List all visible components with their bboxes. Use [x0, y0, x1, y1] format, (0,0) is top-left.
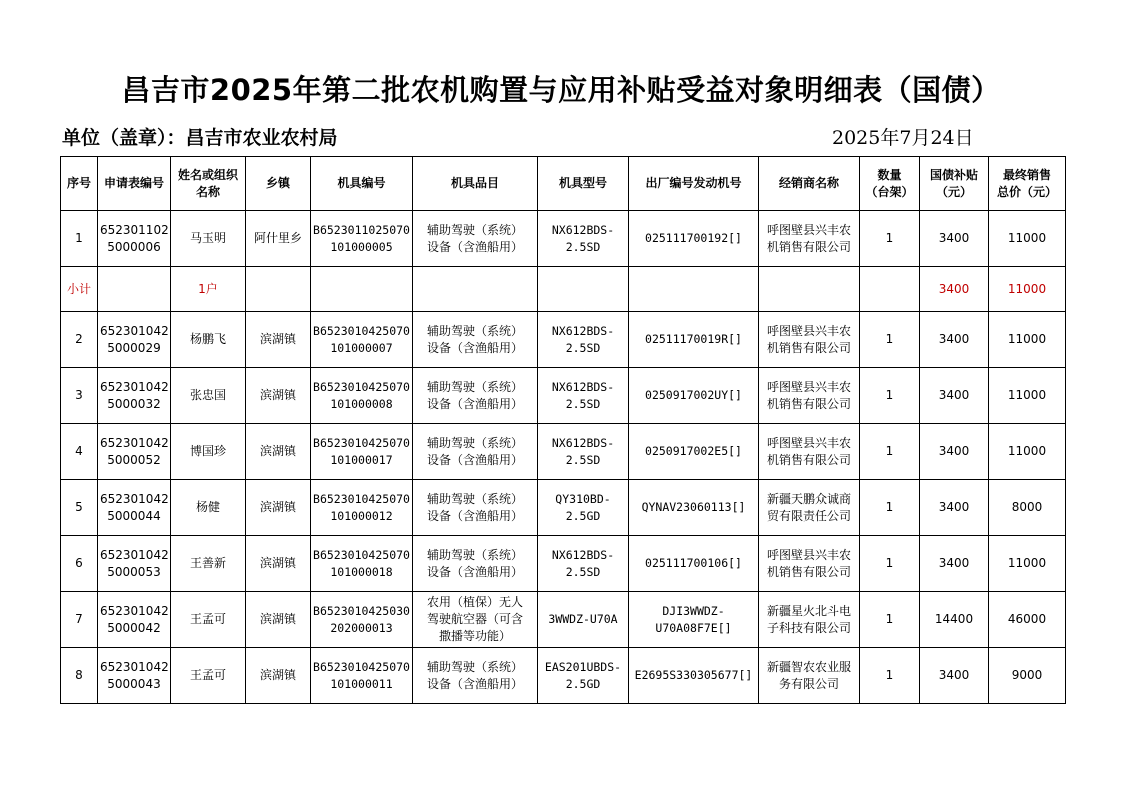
- cell-name: 马玉明: [171, 211, 246, 267]
- column-header: [413, 157, 538, 211]
- cell-application-no: 652301042 5000044: [98, 480, 171, 536]
- column-header-line: （台架）: [865, 184, 914, 199]
- cell-town: 滨湖镇: [246, 368, 311, 424]
- column-header-line: 乡镇: [265, 176, 290, 190]
- subtotal-households: 1户: [171, 267, 246, 312]
- cell-quantity: 1: [860, 536, 920, 592]
- cell-subsidy: 3400: [920, 536, 989, 592]
- cell-town: 滨湖镇: [246, 312, 311, 368]
- cell-model: NX612BDS- 2.5SD: [538, 368, 629, 424]
- cell-application-no: 652301042 5000053: [98, 536, 171, 592]
- column-header-line: 名称: [195, 184, 220, 199]
- cell-empty: [413, 267, 538, 312]
- column-header: [989, 157, 1066, 211]
- cell-serial: E2695S330305677[]: [629, 648, 759, 704]
- cell-empty: [538, 267, 629, 312]
- column-header: [311, 157, 413, 211]
- cell-no: 7: [61, 592, 98, 648]
- cell-dealer: 新疆天鹏众诚商 贸有限责任公司: [759, 480, 860, 536]
- cell-subsidy: 3400: [920, 424, 989, 480]
- cell-total-price: 11000: [989, 536, 1066, 592]
- cell-subsidy: 3400: [920, 368, 989, 424]
- cell-no: 8: [61, 648, 98, 704]
- column-header: [860, 157, 920, 211]
- cell-application-no: 652301042 5000052: [98, 424, 171, 480]
- cell-quantity: 1: [860, 211, 920, 267]
- cell-model: NX612BDS- 2.5SD: [538, 424, 629, 480]
- table-row: [61, 424, 1066, 480]
- cell-serial: 02511170019R[]: [629, 312, 759, 368]
- subtotal-label: 小计: [61, 267, 98, 312]
- table-header-row: [61, 157, 1066, 211]
- cell-name: 王善新: [171, 536, 246, 592]
- cell-dealer: 呼图壁县兴丰农 机销售有限公司: [759, 536, 860, 592]
- cell-model: NX612BDS- 2.5SD: [538, 211, 629, 267]
- cell-total-price: 9000: [989, 648, 1066, 704]
- cell-model: EAS201UBDS- 2.5GD: [538, 648, 629, 704]
- cell-serial: 025111700192[]: [629, 211, 759, 267]
- table-row: [61, 211, 1066, 267]
- subsidy-table: [60, 156, 1066, 704]
- cell-total-price: 11000: [989, 368, 1066, 424]
- column-header: [171, 157, 246, 211]
- table-row: [61, 312, 1066, 368]
- cell-subsidy: 3400: [920, 648, 989, 704]
- cell-category: 辅助驾驶（系统） 设备（含渔船用）: [413, 312, 538, 368]
- cell-dealer: 新疆星火北斗电 子科技有限公司: [759, 592, 860, 648]
- column-header-line: 机具型号: [558, 176, 607, 190]
- unit-label: 单位（盖章）：昌吉市农业农村局: [62, 127, 338, 149]
- cell-name: 博国珍: [171, 424, 246, 480]
- cell-empty: [246, 267, 311, 312]
- cell-category: 辅助驾驶（系统） 设备（含渔船用）: [413, 536, 538, 592]
- cell-quantity: 1: [860, 424, 920, 480]
- table-row: [61, 536, 1066, 592]
- column-header: [538, 157, 629, 211]
- column-header-line: 出厂编号发动机号: [645, 176, 742, 190]
- cell-no: 4: [61, 424, 98, 480]
- cell-total-price: 11000: [989, 312, 1066, 368]
- cell-machine-id: B6523010425070 101000011: [311, 648, 413, 704]
- cell-category: 辅助驾驶（系统） 设备（含渔船用）: [413, 648, 538, 704]
- cell-application-no: 652301042 5000029: [98, 312, 171, 368]
- column-header: [629, 157, 759, 211]
- cell-category: 辅助驾驶（系统） 设备（含渔船用）: [413, 424, 538, 480]
- cell-quantity: 1: [860, 368, 920, 424]
- cell-total-price: 11000: [989, 424, 1066, 480]
- document-title: 昌吉市2025年第二批农机购置与应用补贴受益对象明细表（国债）: [121, 73, 1001, 107]
- cell-no: 3: [61, 368, 98, 424]
- cell-machine-id: B6523010425070 101000007: [311, 312, 413, 368]
- cell-machine-id: B6523010425070 101000008: [311, 368, 413, 424]
- cell-empty: [311, 267, 413, 312]
- cell-empty: [629, 267, 759, 312]
- subtotal-subsidy: 3400: [920, 267, 989, 312]
- table-row: [61, 368, 1066, 424]
- cell-dealer: 呼图壁县兴丰农 机销售有限公司: [759, 368, 860, 424]
- column-header: [759, 157, 860, 211]
- column-header-line: 机具品目: [450, 176, 499, 190]
- cell-serial: DJI3WWDZ- U70A08F7E[]: [629, 592, 759, 648]
- cell-machine-id: B6523011025070 101000005: [311, 211, 413, 267]
- column-header-line: （元）: [935, 184, 972, 199]
- cell-dealer: 呼图壁县兴丰农 机销售有限公司: [759, 424, 860, 480]
- cell-dealer: 新疆智农农业服 务有限公司: [759, 648, 860, 704]
- column-header-line: 总价（元）: [996, 184, 1057, 199]
- cell-quantity: 1: [860, 592, 920, 648]
- cell-no: 6: [61, 536, 98, 592]
- cell-name: 王孟可: [171, 592, 246, 648]
- cell-quantity: 1: [860, 648, 920, 704]
- cell-category: 辅助驾驶（系统） 设备（含渔船用）: [413, 368, 538, 424]
- cell-total-price: 46000: [989, 592, 1066, 648]
- cell-serial: 0250917002E5[]: [629, 424, 759, 480]
- cell-name: 张忠国: [171, 368, 246, 424]
- cell-dealer: 呼图壁县兴丰农 机销售有限公司: [759, 312, 860, 368]
- subtotal-row: [61, 267, 1066, 312]
- cell-town: 滨湖镇: [246, 480, 311, 536]
- column-header-line: 国债补贴: [929, 167, 978, 182]
- cell-subsidy: 3400: [920, 211, 989, 267]
- cell-model: QY310BD- 2.5GD: [538, 480, 629, 536]
- cell-town: 滨湖镇: [246, 648, 311, 704]
- cell-model: NX612BDS- 2.5SD: [538, 312, 629, 368]
- cell-serial: 0250917002UY[]: [629, 368, 759, 424]
- cell-subsidy: 14400: [920, 592, 989, 648]
- table-row: [61, 592, 1066, 648]
- column-header: [920, 157, 989, 211]
- cell-no: 5: [61, 480, 98, 536]
- cell-machine-id: B6523010425030 202000013: [311, 592, 413, 648]
- cell-town: 滨湖镇: [246, 424, 311, 480]
- cell-town: 滨湖镇: [246, 536, 311, 592]
- table-row: [61, 648, 1066, 704]
- cell-name: 杨鹏飞: [171, 312, 246, 368]
- column-header-line: 最终销售: [1002, 167, 1051, 182]
- table-row: [61, 480, 1066, 536]
- column-header-line: 申请表编号: [103, 176, 164, 190]
- cell-application-no: 652301042 5000043: [98, 648, 171, 704]
- column-header-line: 序号: [66, 176, 91, 190]
- column-header-line: 经销商名称: [778, 176, 839, 190]
- cell-application-no: 652301042 5000042: [98, 592, 171, 648]
- cell-no: 2: [61, 312, 98, 368]
- cell-quantity: 1: [860, 480, 920, 536]
- cell-subsidy: 3400: [920, 312, 989, 368]
- cell-serial: 025111700106[]: [629, 536, 759, 592]
- cell-name: 王孟可: [171, 648, 246, 704]
- cell-application-no: 652301042 5000032: [98, 368, 171, 424]
- document-date: 2025年7月24日: [832, 127, 974, 149]
- cell-dealer: 呼图壁县兴丰农 机销售有限公司: [759, 211, 860, 267]
- cell-machine-id: B6523010425070 101000017: [311, 424, 413, 480]
- cell-town: 阿什里乡: [246, 211, 311, 267]
- column-header: [61, 157, 98, 211]
- cell-category: 农用（植保）无人 驾驶航空器（可含 撒播等功能）: [413, 592, 538, 648]
- column-header-line: 姓名或组织: [177, 167, 238, 182]
- column-header: [98, 157, 171, 211]
- cell-total-price: 8000: [989, 480, 1066, 536]
- cell-subsidy: 3400: [920, 480, 989, 536]
- column-header: [246, 157, 311, 211]
- cell-empty: [860, 267, 920, 312]
- cell-category: 辅助驾驶（系统） 设备（含渔船用）: [413, 480, 538, 536]
- cell-empty: [98, 267, 171, 312]
- cell-machine-id: B6523010425070 101000012: [311, 480, 413, 536]
- subtotal-total-price: 11000: [989, 267, 1066, 312]
- cell-town: 滨湖镇: [246, 592, 311, 648]
- cell-model: NX612BDS- 2.5SD: [538, 536, 629, 592]
- column-header-line: 机具编号: [337, 176, 386, 190]
- cell-total-price: 11000: [989, 211, 1066, 267]
- cell-application-no: 652301102 5000006: [98, 211, 171, 267]
- cell-model: 3WWDZ-U70A: [538, 592, 629, 648]
- cell-machine-id: B6523010425070 101000018: [311, 536, 413, 592]
- cell-empty: [759, 267, 860, 312]
- column-header-line: 数量: [877, 167, 902, 182]
- cell-no: 1: [61, 211, 98, 267]
- cell-name: 杨健: [171, 480, 246, 536]
- cell-quantity: 1: [860, 312, 920, 368]
- cell-serial: QYNAV23060113[]: [629, 480, 759, 536]
- cell-category: 辅助驾驶（系统） 设备（含渔船用）: [413, 211, 538, 267]
